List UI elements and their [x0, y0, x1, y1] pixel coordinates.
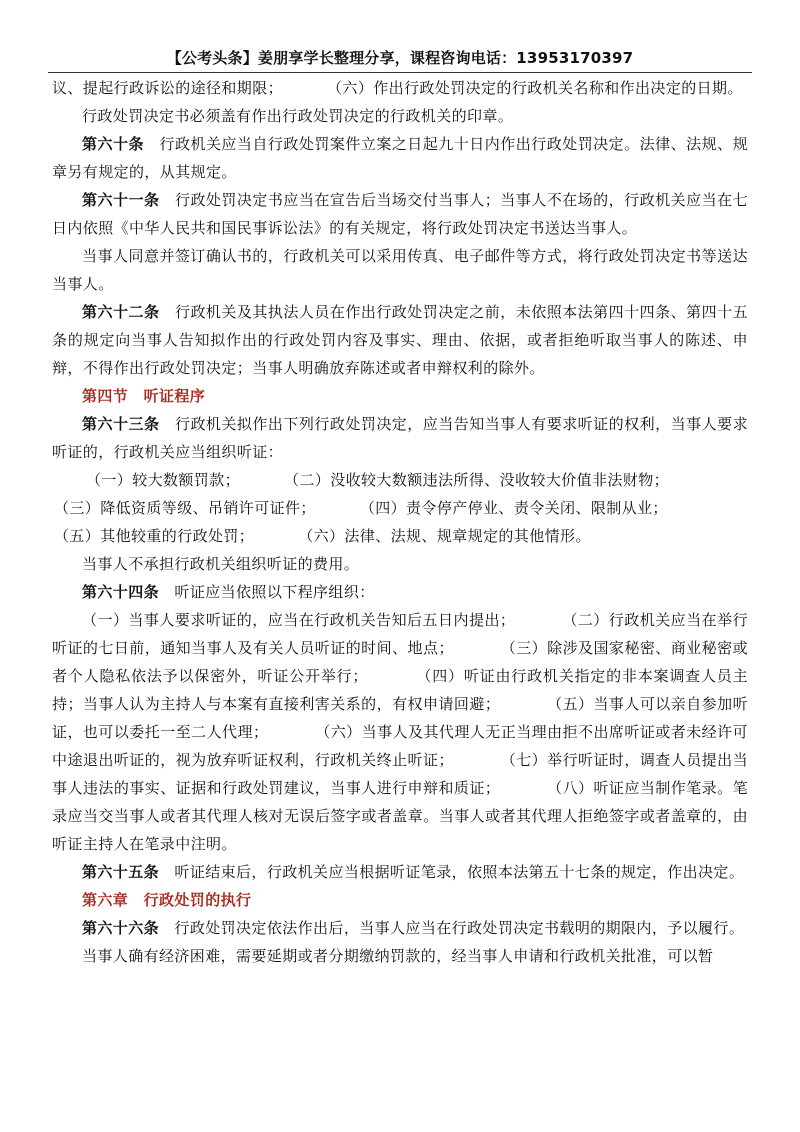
article-63-text: 行政机关拟作出下列行政处罚决定，应当告知当事人有要求听证的权利，当事人要求听证的，行政机关应当组织听证：: [52, 415, 748, 461]
article-66: [52, 914, 748, 942]
article-63-label: 第六十三条: [82, 415, 160, 433]
document-body: [52, 74, 748, 970]
article-65-label: 第六十五条: [82, 863, 160, 881]
article-60-text: 行政机关应当自行政处罚案件立案之日起九十日内作出行政处罚决定。法律、法规、规章另有规定的，从其规定。: [52, 135, 748, 181]
article-63-items-line-3: [52, 522, 748, 550]
paragraph-continuation: [52, 74, 748, 102]
article-64-items: （一）当事人要求听证的，应当在行政机关告知后五日内提出； （二）行政机关应当在举行听证的七日前，通知当事人及有关人员听证的时间、地点； （三）除涉及国家秘密、商业秘密或者个人隐私依法予以保密外，听证公开举行； （四）听证由行政机关指定的非本案调查人员主持；当事人认为主持人与本案有直接利害关系的，有权申请回避； （五）当事人可以亲自参加听证，也可以委托一至二人代理； （六）当事人及其代理人无正当理由拒不出席听证或者未经许可中途退出听证的，视为放弃听证权利，行政机关终止听证； （七）举行听证时，调查人员提出当事人违法的事实、证据和行政处罚建议，当事人进行申辩和质证； （八）听证应当制作笔录。笔录应当交当事人或者其代理人核对无误后签字或者盖章。当事人或者其代理人拒绝签字或者盖章的，由听证主持人在笔录中注明。: [52, 611, 748, 853]
article-63-items-line-2: [52, 494, 748, 522]
article-64-text: 听证应当依照以下程序组织：: [174, 583, 375, 601]
continuation-text: 议、提起行政诉讼的途径和期限；: [52, 79, 284, 97]
header-divider: [48, 72, 752, 73]
paragraph-seal: 行政处罚决定书必须盖有作出行政处罚决定的行政机关的印章。: [82, 107, 514, 125]
article-63-items-line-1: [52, 466, 748, 494]
article-66-label: 第六十六条: [82, 919, 160, 937]
article-63-paragraph-2: 当事人不承担行政机关组织听证的费用。: [82, 555, 360, 573]
article-63-item-6: （六）法律、法规、规章规定的其他情形。: [298, 527, 591, 545]
article-65-text: 听证结束后，行政机关应当根据听证笔录，依照本法第五十七条的规定，作出决定。: [174, 863, 745, 881]
article-64: [52, 578, 748, 606]
page-header: 【公考头条】姜朋享学长整理分享，课程咨询电话：13953170397: [166, 49, 634, 67]
chapter-6-heading: 第六章 行政处罚的执行: [82, 891, 252, 909]
article-60: [52, 130, 748, 186]
article-62-label: 第六十二条: [82, 303, 160, 321]
article-61-label: 第六十一条: [82, 191, 160, 209]
article-61-text: 行政处罚决定书应当在宣告后当场交付当事人；当事人不在场的，行政机关应当在七日内依照《中华人民共和国民事诉讼法》的有关规定，将行政处罚决定书送达当事人。: [52, 191, 748, 237]
article-65: [52, 858, 748, 886]
article-63-item-4: （四）责令停产停业、责令关闭、限制从业；: [359, 499, 668, 517]
article-66-text: 行政处罚决定依法作出后，当事人应当在行政处罚决定书载明的期限内，予以履行。: [174, 919, 745, 937]
article-60-label: 第六十条: [82, 135, 144, 153]
article-63-item-3: （三）降低资质等级、吊销许可证件；: [54, 499, 316, 517]
section-4-heading: 第四节 听证程序: [82, 387, 206, 405]
item-six-text: （六）作出行政处罚决定的行政机关名称和作出决定的日期。: [327, 79, 743, 97]
article-61: [52, 186, 748, 242]
article-63-item-5: （五）其他较重的行政处罚；: [54, 527, 255, 545]
article-63: [52, 410, 748, 466]
article-66-paragraph-2: 当事人确有经济困难，需要延期或者分期缴纳罚款的，经当事人申请和行政机关批准，可以暂: [82, 947, 714, 965]
article-62: [52, 298, 748, 382]
article-64-label: 第六十四条: [82, 583, 160, 601]
article-62-text: 行政机关及其执法人员在作出行政处罚决定之前，未依照本法第四十四条、第四十五条的规定向当事人告知拟作出的行政处罚内容及事实、理由、依据，或者拒绝听取当事人的陈述、申辩，不得作出行政处罚决定；当事人明确放弃陈述或者申辩权利的除外。: [52, 303, 748, 377]
article-63-item-2: （二）没收较大数额违法所得、没收较大价值非法财物；: [284, 471, 670, 489]
article-61-paragraph-2: 当事人同意并签订确认书的，行政机关可以采用传真、电子邮件等方式，将行政处罚决定书等送达当事人。: [52, 247, 748, 293]
article-63-item-1: （一）较大数额罚款；: [86, 471, 241, 489]
